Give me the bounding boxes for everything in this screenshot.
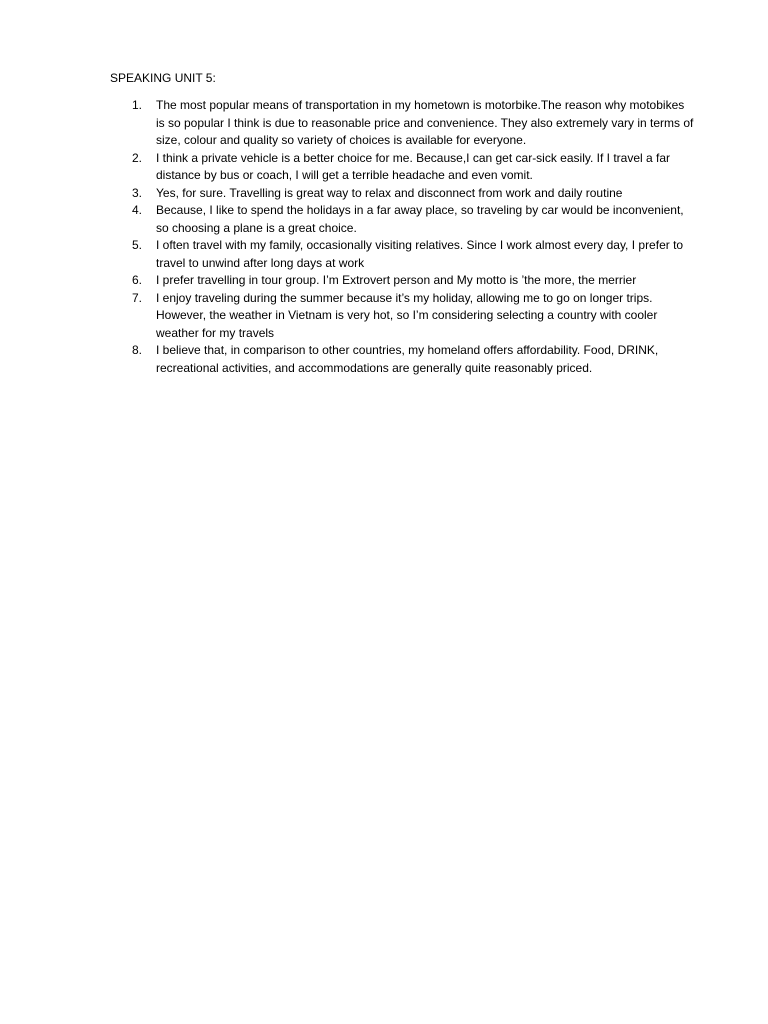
document-title: SPEAKING UNIT 5: <box>110 71 216 85</box>
list-item-number: 8. <box>132 343 143 357</box>
list-item-text: I prefer travelling in tour group. I’m Extrovert person and My motto is ’the more, the merrier <box>156 273 637 287</box>
list-item-text: Yes, for sure. Travelling is great way to relax and disconnect from work and daily routine <box>156 185 623 200</box>
answer-list <box>110 97 696 377</box>
list-item <box>110 185 696 203</box>
list-item-number: 1. <box>132 98 143 112</box>
list-item <box>110 202 696 237</box>
list-item <box>110 272 696 290</box>
list-item-number: 5. <box>132 238 143 252</box>
list-item <box>110 290 696 343</box>
list-item-text: I believe that, in comparison to other countries, my homeland offers affordability. Food, DRINK, recreational activities, and accommodations are generally quite reasonably priced. <box>156 343 659 375</box>
list-item-text: I think a private vehicle is a better choice for me. Because,I can get car-sick easily. If I travel a far distance by bus or coach, I will get a terrible headache and even vomit. <box>156 150 671 182</box>
list-item-text: The most popular means of transportation in my hometown is motorbike.The reason why motobikes is so popular I think is due to reasonable price and convenience. They also extremely vary in terms of size, colour and quality so variety of choices is available for everyone. <box>156 98 694 147</box>
list-item-text: I enjoy traveling during the summer because it’s my holiday, allowing me to go on longer trips. However, the weather in Vietnam is very hot, so I’m considering selecting a country with cooler weather for my travels <box>156 290 658 340</box>
list-item-number: 3. <box>132 185 143 200</box>
list-item <box>110 150 696 185</box>
list-item-number: 4. <box>132 203 143 217</box>
list-item-number: 2. <box>132 150 143 165</box>
list-item-text: I often travel with my family, occasionally visiting relatives. Since I work almost every day, I prefer to travel to unwind after long days at work <box>156 238 684 270</box>
list-item-number: 6. <box>132 273 143 287</box>
list-item <box>110 97 696 150</box>
list-item <box>110 237 696 272</box>
list-item-number: 7. <box>132 290 143 305</box>
list-item <box>110 342 696 377</box>
list-item-text: Because, I like to spend the holidays in a far away place, so traveling by car would be inconvenient, so choosing a plane is a great choice. <box>156 203 684 235</box>
